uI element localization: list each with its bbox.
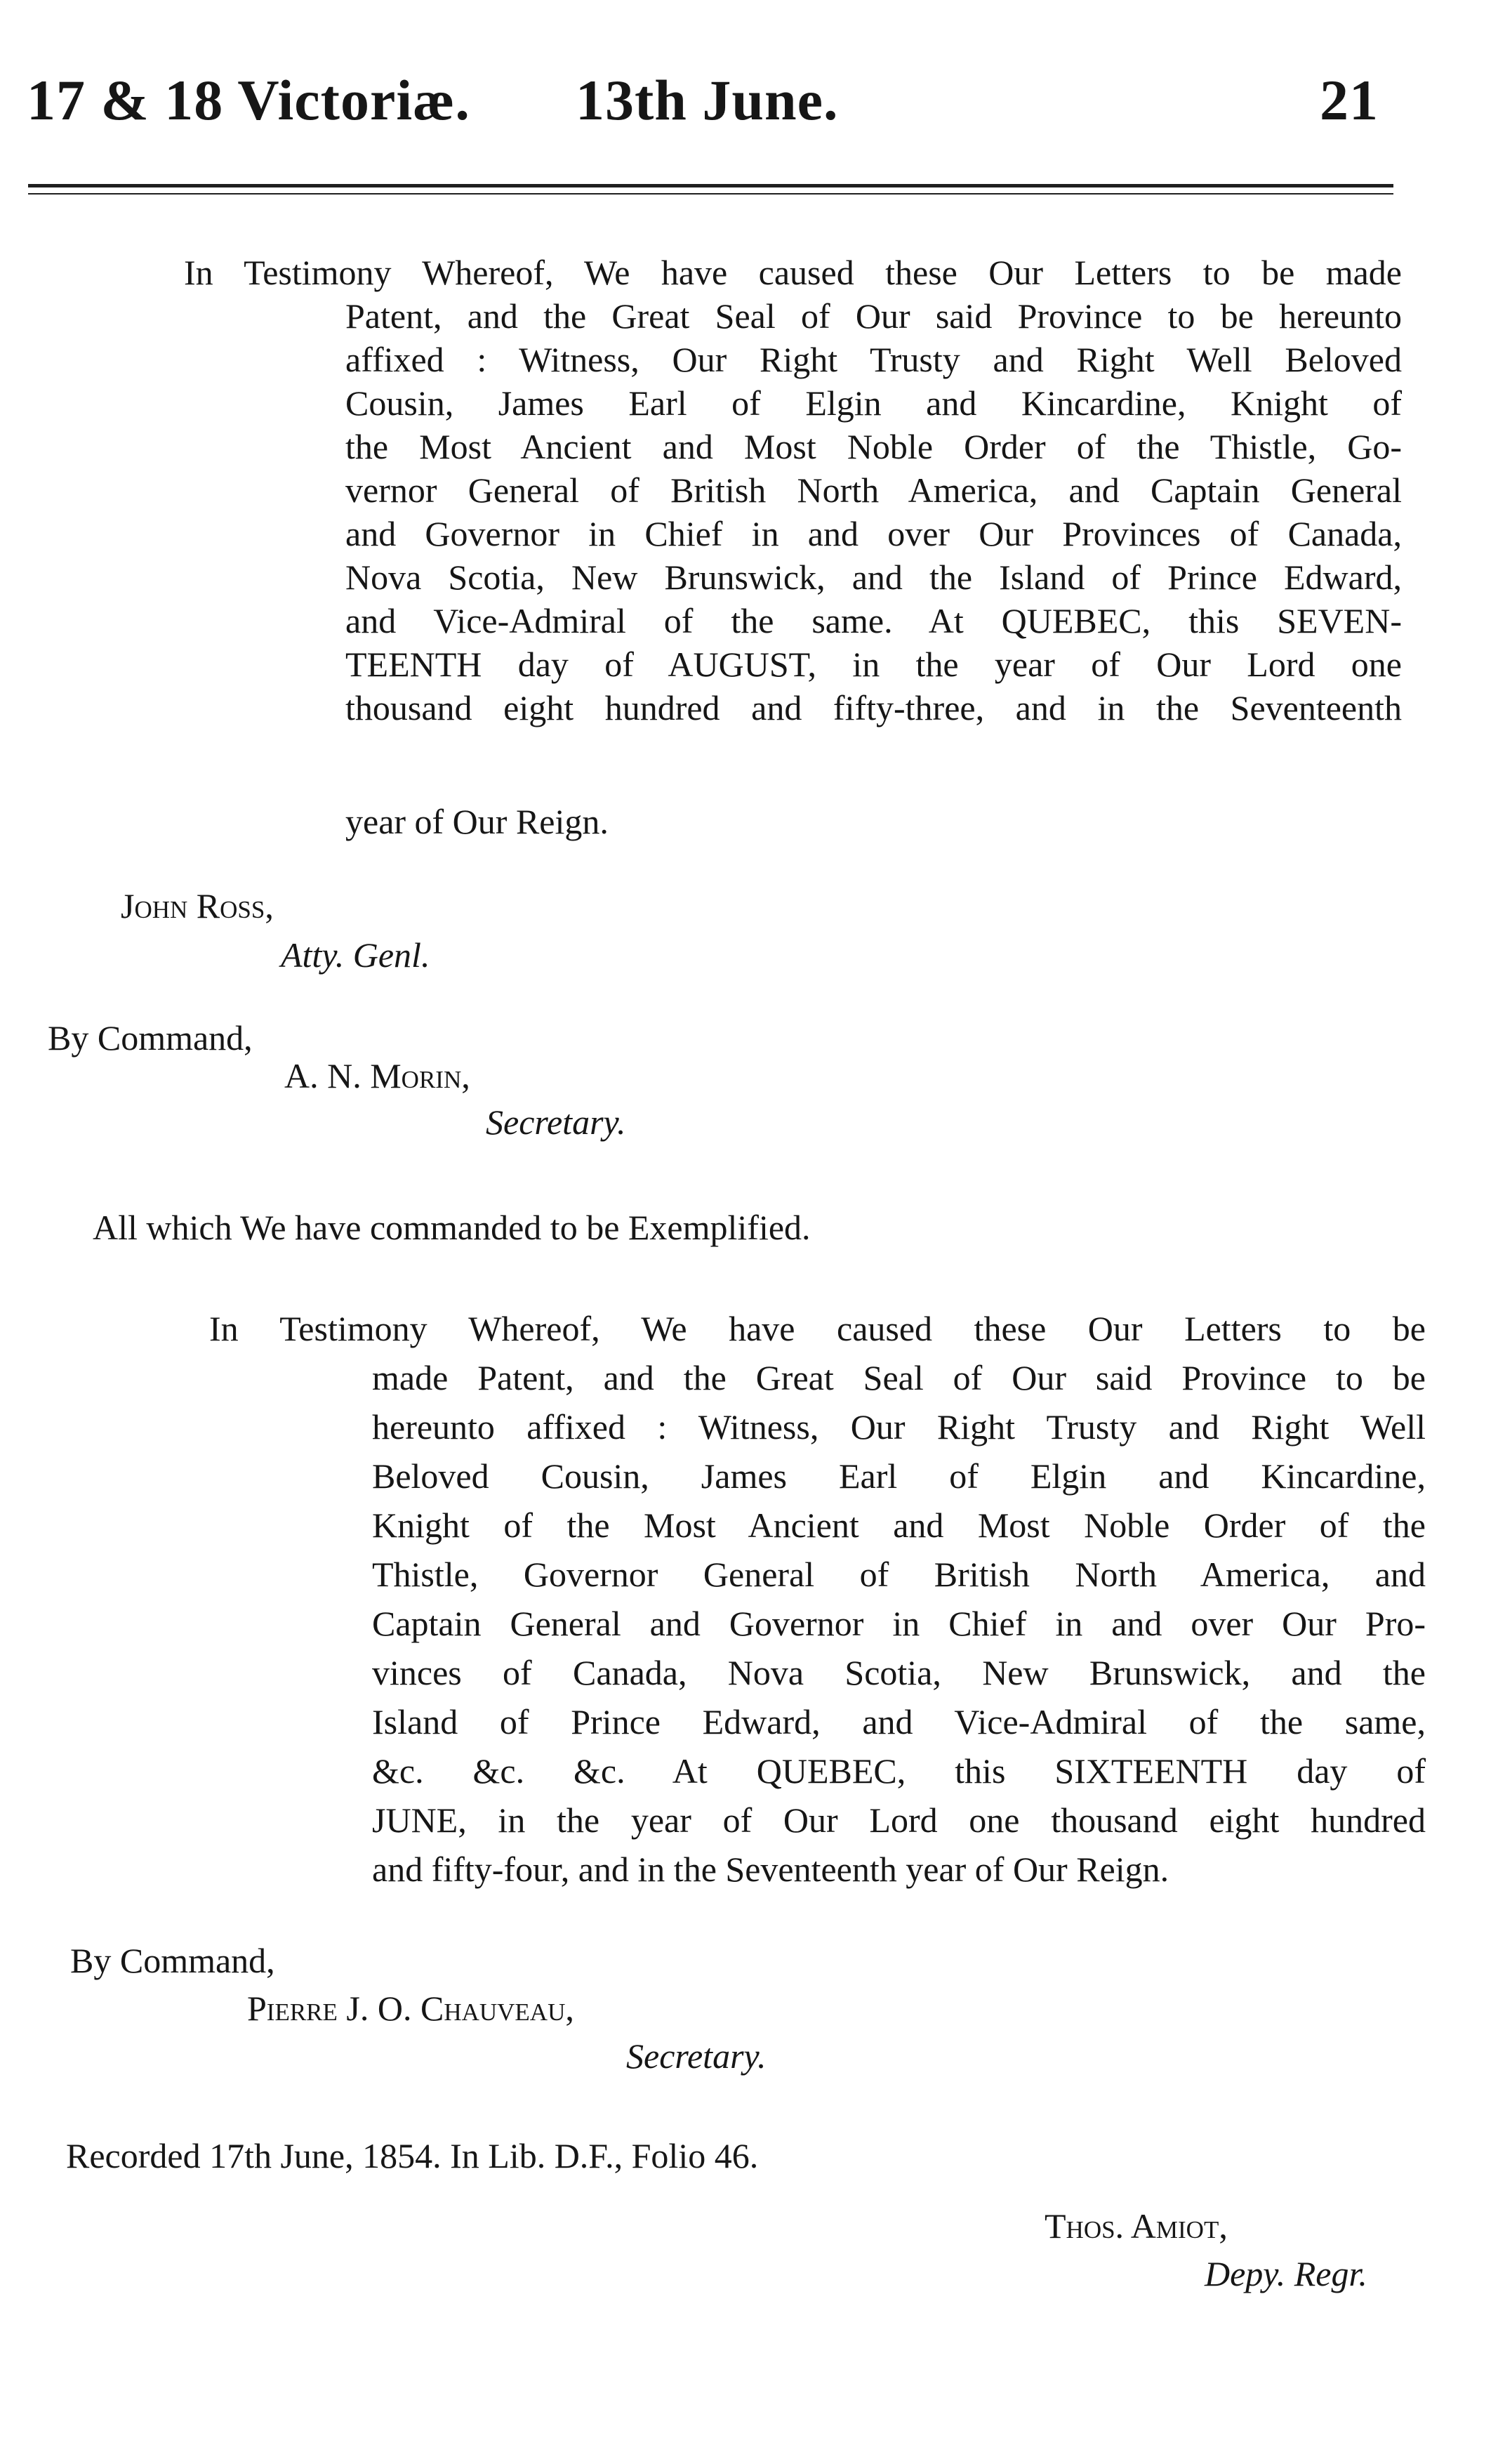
registrar-name: Thos. Amiot, [1045,2206,1228,2246]
testimony-2-line: &c. &c. &c. At QUEBEC, this SIXTEENTH day of [372,1751,1426,1791]
testimony-1-line: Nova Scotia, New Brunswick, and the Island of Prince Edward, [345,558,1402,597]
testimony-2-line: Beloved Cousin, James Earl of Elgin and Kincardine, [372,1456,1426,1496]
header-rule-thick [28,184,1393,187]
testimony-2-line: made Patent, and the Great Seal of Our said Province to be [372,1358,1426,1397]
by-command-label-2: By Command, [70,1941,275,1980]
signature-name: John Ross, [121,886,274,925]
secretary-name-2: Pierre J. O. Chauveau, [247,1989,574,2028]
testimony-1-line: and Vice-Admiral of the same. At QUEBEC, this SEVEN- [345,601,1402,640]
recording-note: Recorded 17th June, 1854. In Lib. D.F., Folio 46. [66,2136,759,2175]
by-command-label: By Command, [48,1018,253,1058]
testimony-1-line: year of Our Reign. [345,802,609,841]
exemplified-statement: All which We have commanded to be Exemplified. [93,1208,811,1247]
secretary-title: Secretary. [486,1102,626,1142]
running-head-date: 13th June. [576,68,839,132]
page-number: 21 [1320,68,1379,132]
testimony-1-line: thousand eight hundred and fifty-three, and in the Seventeenth [345,688,1402,727]
testimony-1-line: In Testimony Whereof, We have caused these Our Letters to be made [184,253,1402,292]
header-rule-thin [28,193,1393,195]
testimony-1-line: TEENTH day of AUGUST, in the year of Our Lord one [345,645,1402,684]
registrar-title: Depy. Regr. [1205,2254,1367,2293]
testimony-2-line: In Testimony Whereof, We have caused these Our Letters to be [209,1309,1426,1348]
testimony-2-line: vinces of Canada, Nova Scotia, New Brunswick, and the [372,1653,1426,1692]
running-head-regnal-year: 17 & 18 Victoriæ. [27,68,470,132]
testimony-1-line: Patent, and the Great Seal of Our said Province to be hereunto [345,296,1402,336]
testimony-2-line: hereunto affixed : Witness, Our Right Trusty and Right Well [372,1407,1426,1447]
signature-title: Atty. Genl. [281,935,430,975]
testimony-1-line: Cousin, James Earl of Elgin and Kincardine, Knight of [345,383,1402,423]
testimony-1-line: the Most Ancient and Most Noble Order of the Thistle, Go- [345,427,1402,466]
testimony-2-line: and fifty-four, and in the Seventeenth year of Our Reign. [372,1850,1169,1889]
testimony-1-line: affixed : Witness, Our Right Trusty and Right Well Beloved [345,340,1402,379]
testimony-2-line: Island of Prince Edward, and Vice-Admiral of the same, [372,1702,1426,1741]
testimony-2-line: Thistle, Governor General of British North America, and [372,1555,1426,1594]
secretary-name: A. N. Morin, [284,1056,470,1095]
testimony-1-line: and Governor in Chief in and over Our Provinces of Canada, [345,514,1402,553]
testimony-2-line: Knight of the Most Ancient and Most Noble Order of the [372,1506,1426,1545]
testimony-2-line: JUNE, in the year of Our Lord one thousand eight hundred [372,1800,1426,1840]
testimony-2-line: Captain General and Governor in Chief in and over Our Pro- [372,1604,1426,1643]
testimony-1-line: vernor General of British North America, and Captain General [345,470,1402,510]
secretary-title-2: Secretary. [626,2036,767,2076]
